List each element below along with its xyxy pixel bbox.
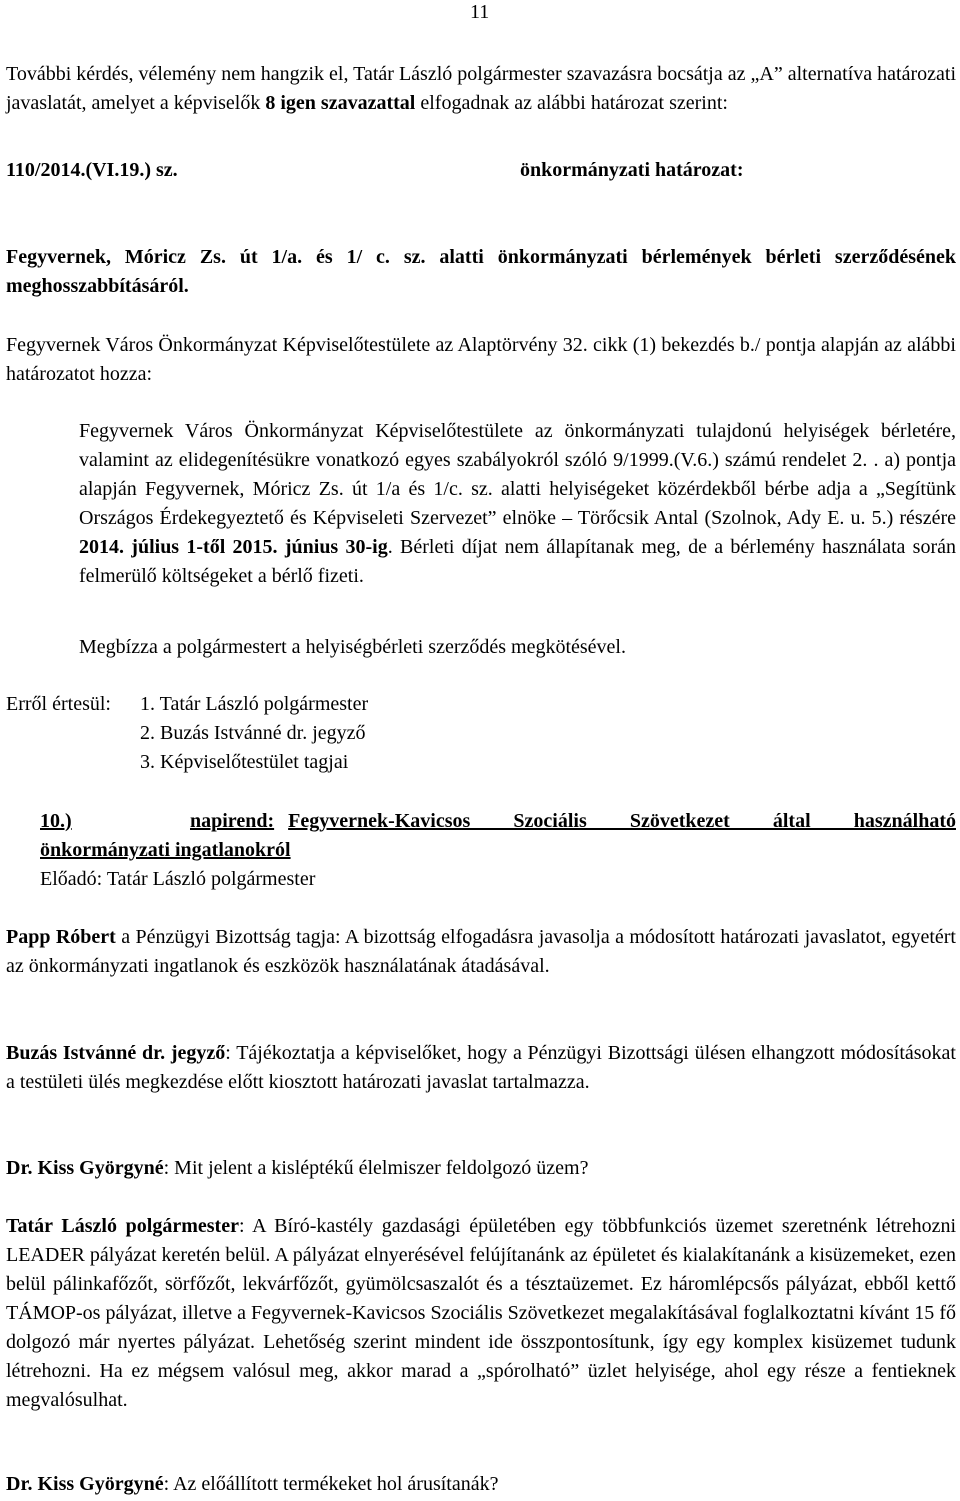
- notice-list: [140, 690, 368, 777]
- notice-item: 1. Tatár László polgármester: [140, 693, 369, 715]
- resolution-heading: [6, 156, 956, 185]
- speaker-name: Dr. Kiss Györgyné: [6, 1473, 164, 1495]
- resolution-preamble: Fegyvernek Város Önkormányzat Képviselőtestülete az Alaptörvény 32. cikk (1) bekezdés b./ pontja alapján az alábbi határozatot hozza:: [6, 334, 956, 385]
- notice-item: 2. Buzás Istvánné dr. jegyző: [140, 722, 366, 744]
- agenda-number: 10.): [40, 810, 72, 832]
- resolution-mandate: Megbízza a polgármestert a helyiségbérleti szerződés megkötésével.: [79, 636, 626, 658]
- resolution-body-end: . Bérleti díjat nem állapítanak meg, de a bérlemény használata során felmerülő költségeket a bérlő fizeti.: [79, 536, 956, 587]
- speaker-name: Papp Róbert: [6, 926, 116, 948]
- agenda-item: [40, 807, 956, 894]
- speaker-name: Dr. Kiss Györgyné: [6, 1157, 164, 1179]
- vote-count: 8 igen szavazattal: [265, 92, 416, 114]
- agenda-title-line1: Fegyvernek-Kavicsos Szociális Szövetkezet által használható: [288, 810, 956, 832]
- intro-text: További kérdés, vélemény nem hangzik el, Tatár László polgármester szavazásra bocsátja az „A” alternatíva határozati javaslatát, amelyet a képviselők: [6, 63, 956, 114]
- lease-period: 2014. július 1-től 2015. június 30-ig: [79, 536, 388, 558]
- statement-paragraph: [6, 1212, 956, 1415]
- agenda-heading: [40, 807, 956, 836]
- agenda-presenter: Előadó: Tatár László polgármester: [40, 868, 316, 890]
- resolution-title: Fegyvernek, Móricz Zs. út 1/a. és 1/ c. sz. alatti önkormányzati bérlemények bérleti szerződésének meghosszabbításáról.: [6, 246, 956, 297]
- statement-paragraph: [6, 1470, 956, 1499]
- resolution-body-text: Fegyvernek Város Önkormányzat Képviselőtestülete az önkormányzati tulajdonú helyiségek bérletére, valamint az elidegenítésükre vonatkozó egyes szabályokról szóló 9/1999.(V.6.) számú rendelet 2. . a) pontja alapján Fegyvernek, Móricz Zs. út 1/a és 1/c. sz. alatti helyiségeket közérdekből bérbe adja a „Segítünk Országos Érdekegyeztető és Képviseleti Szervezet” elnöke – Törőcsik Antal (Szolnok, Ady E. u. 5.) részére: [79, 420, 956, 529]
- intro-paragraph: [6, 60, 956, 118]
- agenda-label: napirend:: [190, 810, 275, 832]
- statement-paragraph: [6, 1039, 956, 1097]
- resolution-body: [79, 417, 956, 591]
- speaker-name: Tatár László polgármester: [6, 1215, 239, 1237]
- intro-text-end: elfogadnak az alábbi határozat szerint:: [415, 92, 728, 114]
- statement-paragraph: [6, 923, 956, 981]
- statement-text: : Mit jelent a kisléptékű élelmiszer feldolgozó üzem?: [163, 1157, 589, 1179]
- notice-item: 3. Képviselőtestület tagjai: [140, 751, 349, 773]
- statement-text: : Az előállított termékeket hol árusítanák?: [163, 1473, 499, 1495]
- notice-label: Erről értesül:: [6, 693, 111, 715]
- statement-text: : Tájékoztatja a képviselőket, hogy a Pénzügyi Bizottsági ülésen elhangzott módosításokat a testületi ülés megkezdése előtt kiosztott határozati javaslat tartalmazza.: [6, 1042, 956, 1093]
- statement-text: a Pénzügyi Bizottság tagja: A bizottság elfogadásra javasolja a módosított határozati javaslatot, egyetért az önkormányzati ingatlanok és eszközök használatának átadásával.: [6, 926, 956, 977]
- resolution-number: 110/2014.(VI.19.) sz.: [6, 159, 178, 181]
- page-number: 11: [470, 1, 490, 23]
- speaker-name: Buzás Istvánné dr. jegyző: [6, 1042, 226, 1064]
- notice-block: [6, 690, 956, 777]
- statement-paragraph: [6, 1154, 956, 1183]
- agenda-title-line2: önkormányzati ingatlanokról: [40, 839, 291, 861]
- resolution-type: önkormányzati határozat:: [520, 159, 744, 181]
- statement-text: : A Bíró-kastély gazdasági épületében egy többfunkciós üzemet szeretnénk létrehozni LEADER pályázat keretén belül. A pályázat elnyerésével felújítanánk az épületet és kialakítanánk a kisüzemeket, ezen belül pálinkafőzőt, sörfőzőt, lekvárfőzőt, gyümölcsaszalót és a tésztaüzemet. Ez háromlépcsős pályázat, ebből kettő TÁMOP-os pályázat, illetve a Fegyvernek-Kavicsos Szociális Szövetkezet megalakításával foglalkoztatni kívánt 15 fő dolgozó már nyertes pályázat. Lehetőség szerint mindent ide összpontosítunk, így egy komplex kisüzemet tudunk létrehozni. Ha ez mégsem valósul meg, akkor marad a „spórolható” üzlet helyisége, ahol egy része a fentieknek megvalósulhat.: [6, 1215, 956, 1411]
